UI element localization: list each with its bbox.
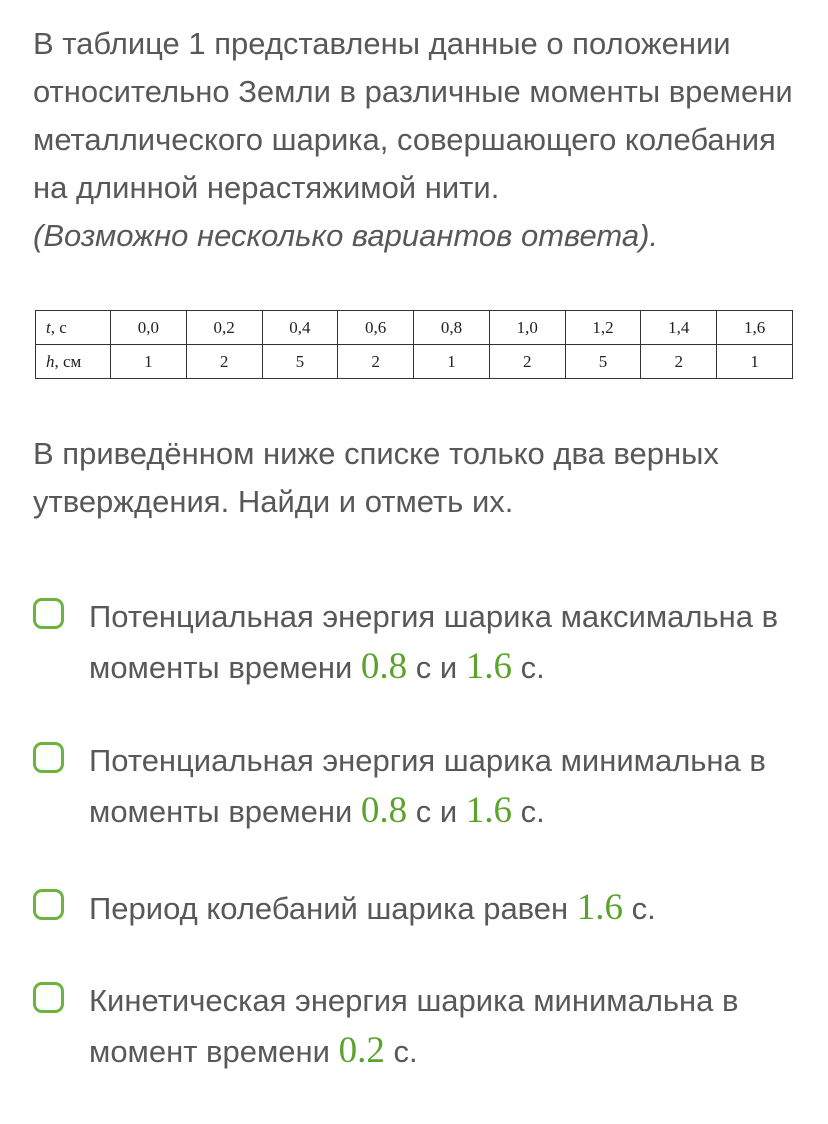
row-header bbox=[36, 345, 111, 379]
checkbox[interactable] bbox=[33, 982, 64, 1013]
table-cell: 1 bbox=[717, 345, 793, 379]
table-cell: 0,8 bbox=[414, 311, 490, 345]
table-cell: 5 bbox=[565, 345, 641, 379]
table-cell: 1,4 bbox=[641, 311, 717, 345]
table-cell: 0,6 bbox=[338, 311, 414, 345]
answer-option[interactable] bbox=[33, 976, 803, 1077]
option-label bbox=[89, 592, 803, 693]
option-text-segment: с. bbox=[512, 794, 545, 829]
table-cell: 2 bbox=[186, 345, 262, 379]
table-cell: 1,0 bbox=[489, 311, 565, 345]
option-text-segment: с. bbox=[512, 650, 545, 685]
option-text-segment: Кинетическая энергия шарика минимальна в момент времени bbox=[89, 983, 739, 1069]
option-number: 1.6 bbox=[465, 790, 513, 831]
option-text-segment: Потенциальная энергия шарика максимальна в моменты времени bbox=[89, 599, 779, 685]
table-cell: 5 bbox=[262, 345, 338, 379]
answer-option[interactable] bbox=[33, 592, 803, 693]
checkbox[interactable] bbox=[33, 889, 64, 920]
table-cell: 0,4 bbox=[262, 311, 338, 345]
option-text-segment: с. bbox=[384, 1034, 418, 1069]
answer-option[interactable] bbox=[33, 883, 803, 934]
table-row bbox=[36, 311, 793, 345]
table-cell: 2 bbox=[641, 345, 717, 379]
table-cell: 1 bbox=[111, 345, 187, 379]
intro-text: В таблице 1 представлены данные о положении относительно Земли в различные моменты времени металлического шарика, совершающего колебания на длинной нерастяжимой нити. bbox=[33, 26, 793, 205]
option-number: 1.6 bbox=[465, 646, 513, 687]
table-cell: 1,2 bbox=[565, 311, 641, 345]
question-intro bbox=[33, 20, 813, 260]
table-cell: 2 bbox=[489, 345, 565, 379]
table-row bbox=[36, 345, 793, 379]
unit-label: , с bbox=[50, 317, 67, 337]
option-text-segment: Период колебаний шарика равен bbox=[89, 891, 577, 926]
option-text-segment: с и bbox=[407, 794, 466, 829]
checkbox[interactable] bbox=[33, 742, 64, 773]
table-cell: 1,6 bbox=[717, 311, 793, 345]
intro-note: (Возможно несколько вариантов ответа). bbox=[33, 218, 659, 253]
variable-symbol: t bbox=[46, 317, 51, 337]
unit-label: , см bbox=[54, 351, 82, 371]
option-text-segment: с и bbox=[407, 650, 466, 685]
checkbox[interactable] bbox=[33, 598, 64, 629]
option-text-segment: с. bbox=[623, 891, 656, 926]
option-label bbox=[89, 883, 803, 934]
option-label bbox=[89, 736, 803, 837]
option-number: 1.6 bbox=[576, 887, 624, 928]
data-table bbox=[35, 310, 793, 379]
variable-symbol: h bbox=[46, 351, 55, 371]
question-prompt: В приведённом ниже списке только два верных утверждения. Найди и отметь их. bbox=[33, 436, 719, 519]
option-number: 0.8 bbox=[360, 790, 408, 831]
table-cell: 1 bbox=[414, 345, 490, 379]
row-header bbox=[36, 311, 111, 345]
answer-option[interactable] bbox=[33, 736, 803, 837]
table-cell: 2 bbox=[338, 345, 414, 379]
option-label bbox=[89, 976, 803, 1077]
option-number: 0.2 bbox=[338, 1030, 385, 1071]
table-cell: 0,0 bbox=[111, 311, 187, 345]
option-text-segment: Потенциальная энергия шарика минимальна в моменты времени bbox=[89, 743, 766, 829]
option-number: 0.8 bbox=[360, 646, 408, 687]
table-cell: 0,2 bbox=[186, 311, 262, 345]
